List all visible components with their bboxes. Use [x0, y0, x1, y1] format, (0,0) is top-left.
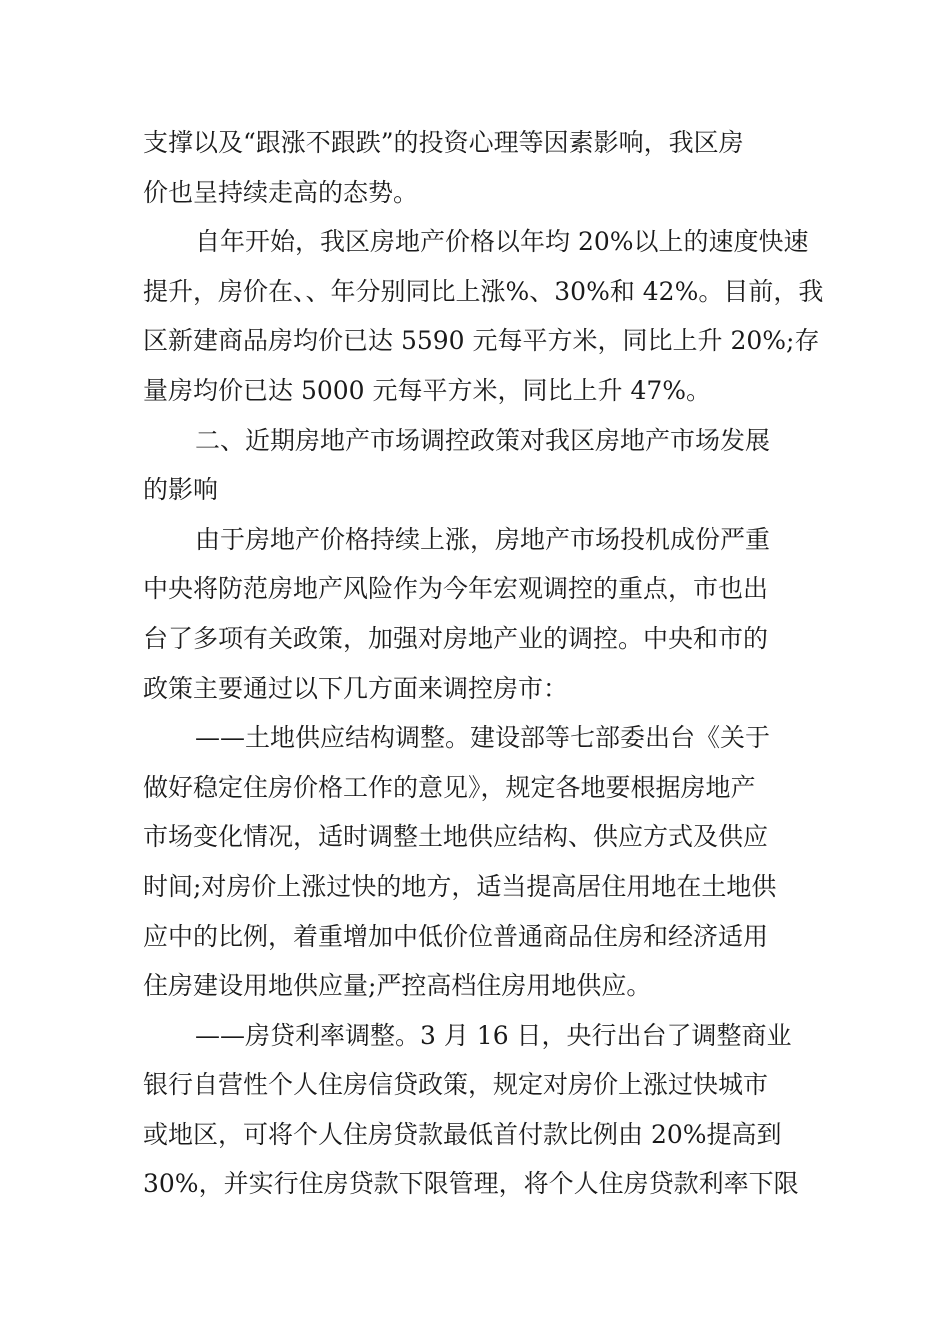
text-line: 量房均价已达 5000 元每平方米，同比上升 47%。 [143, 375, 712, 405]
text-line: 二、近期房地产市场调控政策对我区房地产市场发展 [195, 425, 771, 455]
text-line: 做好稳定住房价格工作的意见》，规定各地要根据房地产 [143, 772, 756, 802]
text-line: 30%，并实行住房贷款下限管理，将个人住房贷款利率下限 [143, 1169, 799, 1199]
text-line: 或地区，可将个人住房贷款最低首付款比例由 20%提高到 [143, 1119, 782, 1149]
text-line: 由于房地产价格持续上涨，房地产市场投机成份严重 [195, 524, 771, 554]
text-line: 自年开始，我区房地产价格以年均 20%以上的速度快速 [195, 227, 809, 257]
text-line: 台了多项有关政策，加强对房地产业的调控。中央和市的 [143, 623, 769, 653]
text-line: 政策主要通过以下几方面来调控房市： [143, 673, 569, 703]
document-body [143, 118, 824, 1209]
text-line: 时间;对房价上涨过快的地方，适当提高居住用地在土地供 [143, 871, 777, 901]
text-line: 银行自营性个人住房信贷政策，规定对房价上涨过快城市 [143, 1070, 769, 1100]
text-line: ——土地供应结构调整。建设部等七部委出台《关于 [195, 723, 771, 753]
text-line: 区新建商品房均价已达 5590 元每平方米，同比上升 20%;存 [143, 326, 820, 356]
text-line: 中央将防范房地产风险作为今年宏观调控的重点，市也出 [143, 574, 769, 604]
text-line: 的影响 [143, 475, 219, 505]
text-line: 住房建设用地供应量;严控高档住房用地供应。 [143, 971, 652, 1001]
text-line: 支撑以及“跟涨不跟跌”的投资心理等因素影响，我区房 [143, 128, 744, 157]
text-line: 市场变化情况，适时调整土地供应结构、供应方式及供应 [143, 822, 769, 852]
text-line: ——房贷利率调整。3 月 16 日，央行出台了调整商业 [195, 1020, 792, 1050]
text-line: 应中的比例，着重增加中低价位普通商品住房和经济适用 [143, 921, 769, 951]
text-line: 价也呈持续走高的态势。 [143, 177, 419, 207]
text-line: 提升，房价在、、年分别同比上涨%、30%和 42%。目前，我 [143, 276, 824, 306]
